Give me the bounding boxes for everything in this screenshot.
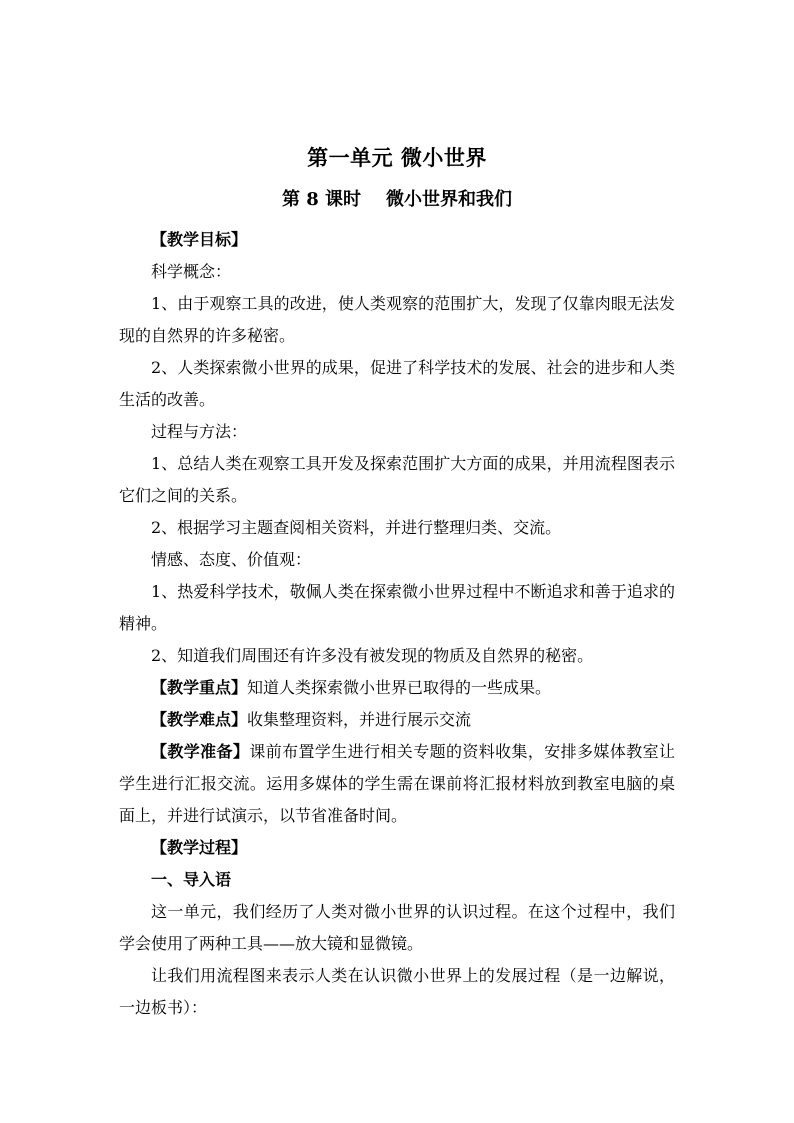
intro-paragraph-1: 这一单元，我们经历了人类对微小世界的认识过程。在这个过程中，我们学会使用了两种工具——放大镜和显微镜。 [119,902,675,953]
concept-item-1: 1、由于观察工具的改进，使人类观察的范围扩大，发现了仅靠肉眼无法发现的自然界的许多秘密。 [119,294,675,345]
attitude-heading: 情感、态度、价值观： [151,550,312,569]
process-method-heading: 过程与方法： [151,422,248,441]
preparation-label: 【教学准备】 [151,742,250,761]
concept-item-2: 2、人类探索微小世界的成果，促进了科学技术的发展、社会的进步和人类生活的改善。 [119,358,675,409]
intro-heading: 一、导入语 [151,870,232,889]
preparation-paragraph [119,736,675,832]
difficulty-label: 【教学难点】 [151,710,248,729]
key-point-text: 知道人类探索微小世界已取得的一些成果。 [247,678,552,697]
document-body [119,224,675,1024]
process-item-1: 1、总结人类在观察工具开发及探索范围扩大方面的成果，并用流程图表示它们之间的关系。 [119,454,675,505]
attitude-item-2: 2、知道我们周围还有许多没有被发现的物质及自然界的秘密。 [151,646,594,665]
attitude-item-1: 1、热爱科学技术，敬佩人类在探索微小世界过程中不断追求和善于追求的精神。 [119,582,675,633]
preparation-text: 课前布置学生进行相关专题的资料收集，安排多媒体教室让学生进行汇报交流。运用多媒体的学生需在课前将汇报材料放到教室电脑的桌面上，并进行试演示，以节省准备时间。 [119,742,675,825]
objectives-heading: 【教学目标】 [151,230,248,249]
teaching-process-heading: 【教学过程】 [151,838,248,857]
difficulty-text: 收集整理资料，并进行展示交流 [247,710,472,729]
difficulty-paragraph [119,704,675,736]
unit-title: 第一单元 微小世界 [307,145,487,170]
process-item-2: 2、根据学习主题查阅相关资料，并进行整理归类、交流。 [151,518,562,537]
lesson-subtitle: 第 8 课时 微小世界和我们 [281,189,513,210]
science-concept-heading: 科学概念： [151,262,232,281]
key-point-paragraph [119,672,675,704]
intro-paragraph-2: 让我们用流程图来表示人类在认识微小世界上的发展过程（是一边解说，一边板书）： [119,966,675,1017]
key-point-label: 【教学重点】 [151,678,248,697]
